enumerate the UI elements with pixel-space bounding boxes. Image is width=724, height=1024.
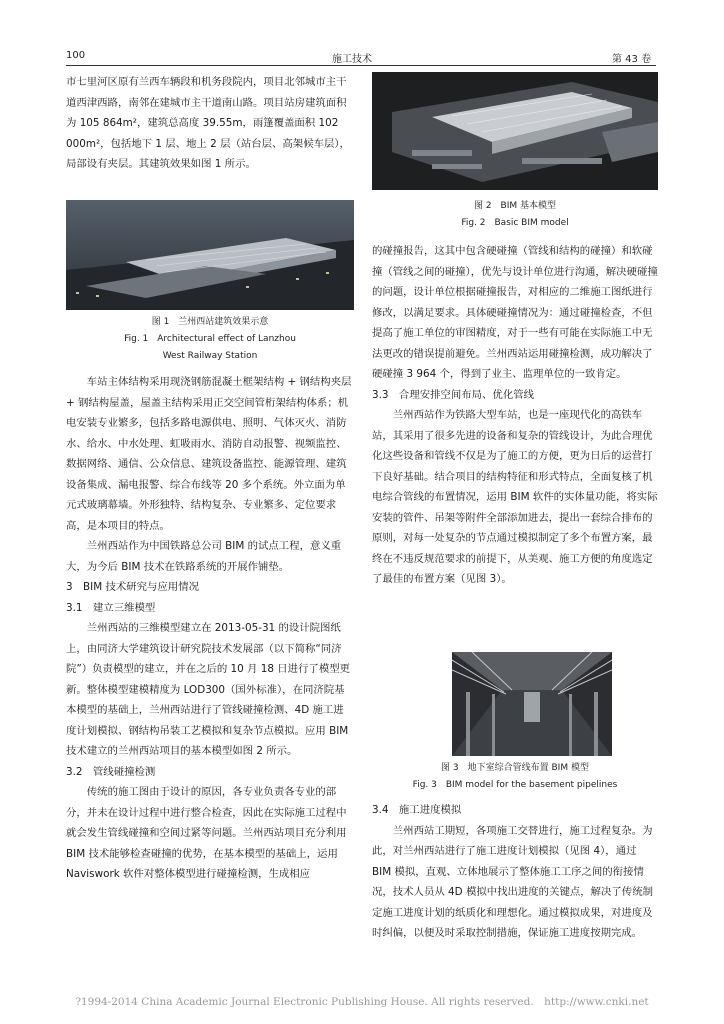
volume-label: 第 43 卷: [612, 54, 652, 65]
page-number: 100: [66, 50, 86, 61]
left-column-top: [66, 72, 354, 175]
pilot-paragraph: 兰州西站作为中国铁路总公司 BIM 的试点工程，意义重大，为今后 BIM 技术在铁路系统的开展作铺垫。: [66, 540, 342, 573]
figure-2-image: [372, 72, 658, 190]
figure-1-image: [66, 200, 354, 310]
figure-1-caption: [66, 314, 354, 365]
clash-continued-paragraph: 的碰撞报告，这其中包含硬碰撞（管线和结构的碰撞）和软碰撞（管线之间的碰撞），优先与设计单位进行沟通，解决硬碰撞的问题，设计单位根据碰撞报告，对相应的二维施工图纸进行修改，以满足要求。具体硬碰撞情况为：通过碰撞检查，不但提高了施工单位的审图精度，对于一些有可能在实际施工中无法更改的错误提前避免。兰州西站运用碰撞检测，成功解决了硬碰撞 3 964 个，得到了业主、监理单位的一致肯定。: [372, 245, 658, 380]
figure-2-caption-en: Fig. 2 Basic BIM model: [461, 218, 569, 228]
schedule-paragraph: 兰州西站工期短，各项施工交替进行，施工过程复杂。为此，对兰州西站进行了施工进度计划模拟（见图 4），通过 BIM 模拟，直观、立体地展示了整体施工工序之间的衔接情况，技术人员从 4D 模拟中找出进度的关键点，解决了传统制定施工进度计划的纸质化和理想化。通过模拟成果，对进度及时纠偏，以便及时采取控制措施，保证施工进度按期完成。: [372, 824, 653, 939]
figure-1-caption-en-2: West Railway Station: [162, 351, 258, 361]
clash-paragraph: 传统的施工图由于设计的原因，各专业负责各专业的部分，并未在设计过程中进行整合检查，因此在实际施工过程中就会发生管线碰撞和空间过紧等问题。兰州西站项目充分利用 BIM 技术能够检查碰撞的优势，在基本模型的基础上，运用 Naviswork 软件对整体模型进行碰撞检测，生成相应: [66, 786, 347, 880]
section-3-4-title: 3.4 施工进度模拟: [372, 804, 462, 816]
model-paragraph: 兰州西站的三维模型建立在 2013-05-31 的设计院图纸上，由同济大学建筑设计研究院技术发展部（以下简称“同济院”）负责模型的建立，并在之后的 10 月 18 日进行了模型更新。整体模型建模精度为 LOD300（国外标准），在同济院基本模型的基础上，兰州西站进行了管线碰撞检测、4D 施工进度计划模拟、钢结构吊装工艺模拟和复杂节点模拟。应用 BIM 技术建立的兰州西站项目的基本模型如图 2 所示。: [66, 622, 351, 757]
figure-1-caption-cn: 图 1 兰州西站建筑效果示意: [151, 317, 269, 327]
section-3-3-title: 3.3 合理安排空间布局、优化管线: [372, 388, 534, 401]
right-column-body: [372, 241, 658, 590]
section-3-2-title: 3.2 管线碰撞检测: [66, 765, 156, 778]
figure-3-caption: [372, 760, 658, 794]
figure-3-caption-cn: 图 3 地下室综合管线布置 BIM 模型: [441, 763, 589, 773]
copyright-footer: ?1994-2014 China Academic Journal Electronic Publishing House. All rights reserved. http://www.cnki.net: [75, 996, 649, 1008]
bim-basic-model-illustration: [372, 72, 658, 190]
journal-name: 施工技术: [332, 54, 372, 65]
intro-paragraph: 市七里河区原有兰西车辆段和机务段院内，项目北邻城市主干道西津西路，南邻在建城市主干道南山路。项目站房建筑面积为 105 864m²，建筑总高度 39.55m，雨篷覆盖面积 102 000m²，包括地下 1 层、地上 2 层（站台层、高架候车层），局部设有夹层。其建筑效果如图 1 所示。: [66, 76, 350, 170]
station-rendering-illustration: [66, 200, 354, 310]
section-3-1-title: 3.1 建立三维模型: [66, 601, 156, 614]
figure-1-caption-en-1: Fig. 1 Architectural effect of Lanzhou: [124, 334, 296, 344]
figure-3-caption-en: Fig. 3 BIM model for the basement pipelines: [412, 780, 618, 790]
basement-pipelines-illustration: [452, 652, 612, 756]
figure-2-caption-cn: 图 2 BIM 基本模型: [473, 201, 557, 211]
layout-paragraph: 兰州西站作为铁路大型车站，也是一座现代化的高铁车站，其采用了很多先进的设备和复杂的管线设计，为此合理优化这些设备和管线不仅是为了施工的方便，更为日后的运营打下良好基础。结合项目的结构特征和形式特点，全面复核了机电综合管线的布置情况，运用 BIM 软件的实体量功能，将实际安装的管件、吊架等附件全部添加进去，提出一套综合排布的原则，对每一处复杂的节点通过模拟制定了多个布置方案，最终在不违反规范要求的前提下，从美观、施工方便的角度选定了最佳的布置方案（见图 3）。: [372, 409, 658, 585]
header-rule: [66, 65, 656, 66]
section-3-title: 3 BIM 技术研究与应用情况: [66, 581, 199, 593]
structure-paragraph: 车站主体结构采用现浇钢筋混凝土框架结构 + 钢结构夹层 + 钢结构屋盖，屋盖主结构采用正交空间管桁架结构体系；机电安装专业繁多，包括多路电源供电、照明、气体灭火、消防水、给水、中水处理、虹吸雨水、消防自动报警、视频监控、数据网络、通信、公众信息、建筑设备监控、能源管理、建筑设备集成、漏电报警、综合布线等 20 多个系统。外立面为单元式玻璃幕墙。外形独特、结构复杂、专业繁多、定位要求高，是本项目的特点。: [66, 376, 352, 532]
right-column-bottom: [372, 800, 658, 944]
figure-2-caption: [372, 198, 658, 232]
figure-3-image: [452, 652, 612, 756]
left-column-body: [66, 372, 354, 885]
